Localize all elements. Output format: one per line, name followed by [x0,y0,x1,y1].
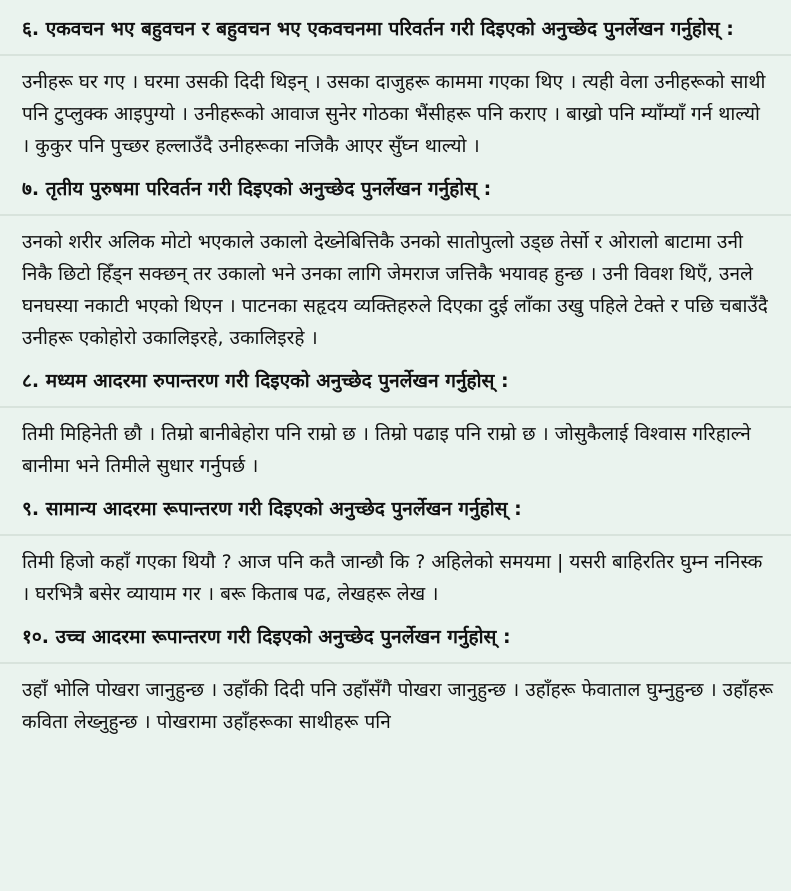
exercise-9-paragraph: तिमी हिजो कहाँ गएका थियौ ? आज पनि कतै जान्छौ कि ? अहिलेको समयमा | यसरी बाहिरतिर घुम्न ननिस्क । घरभित्रै बसेर व्यायाम गर । बरू किताब पढ, लेखहरू लेख । [22,551,763,605]
exercise-10-heading: १०. उच्च आदरमा रूपान्तरण गरी दिइएको अनुच्छेद पुनर्लेखन गर्नुहोस् : [22,626,511,648]
exercise-9 [22,494,773,610]
exercise-6 [22,14,773,162]
exercise-6-paragraph: उनीहरू घर गए । घरमा उसकी दिदी थिइन् । उसका दाजुहरू काममा गएका थिए । त्यही वेला उनीहरूको साथी पनि टुप्लुक्क आइपुग्यो । उनीहरूको आवाज सुनेर गोठका भैंसीहरू पनि कराए । बाख्रो पनि म्याँम्याँ गर्न थाल्यो । कुकुर पनि पुच्छर हल्लाउँदै उनीहरूका नजिकै आएर सुँघ्न थाल्यो । [22,71,766,157]
exercise-8-paragraph: तिमी मिहिनेती छौ । तिम्रो बानीबेहोरा पनि राम्रो छ । तिम्रो पढाइ पनि राम्रो छ । जोसुकैलाई विश्वास गरिहाल्ने बानीमा भने तिमीले सुधार गर्नुपर्छ । [22,423,751,477]
exercise-8-heading: ८. मध्यम आदरमा रुपान्तरण गरी दिइएको अनुच्छेद पुनर्लेखन गर्नुहोस् : [22,370,509,392]
section-divider [0,534,791,536]
exercise-9-heading: ९. सामान्य आदरमा रूपान्तरण गरी दिइएको अनुच्छेद पुनर्लेखन गर्नुहोस् : [22,498,522,520]
exercise-8 [22,366,773,482]
exercise-6-heading: ६. एकवचन भए बहुवचन र बहुवचन भए एकवचनमा परिवर्तन गरी दिइएको अनुच्छेद पुनर्लेखन गर्नुहोस् : [22,18,734,40]
exercise-7-paragraph: उनको शरीर अलिक मोटो भएकाले उकालो देख्नेबित्तिकै उनको सातोपुत्लो उड्छ तेर्सो र ओरालो बाटामा उनी निकै छिटो हिँड्न सक्छन् तर उकालो भने उनका लागि जेमराज जत्तिकै भयावह हुन्छ । उनी विवश थिएँ, उनले घनघस्या नकाटी भएको थिएन । पाटनका सहृदय व्यक्तिहरुले दिएका दुई लाँका उखु पहिले टेक्ते र पछि चबाउँदै उनीहरू एकोहोरो उकालिइरहे, उकालिइरहे । [22,231,768,349]
exercise-10 [22,622,773,738]
exercise-10-paragraph: उहाँ भोलि पोखरा जानुहुन्छ । उहाँकी दिदी पनि उहाँसँगै पोखरा जानुहुन्छ । उहाँहरू फेवाताल घुम्नुहुन्छ । उहाँहरू कविता लेख्नुहुन्छ । पोखरामा उहाँहरूका साथीहरू पनि [22,679,773,733]
section-divider [0,406,791,408]
section-divider [0,54,791,56]
exercise-7-heading: ७. तृतीय पुरुषमा परिवर्तन गरी दिइएको अनुच्छेद पुनर्लेखन गर्नुहोस् : [22,178,492,200]
section-divider [0,662,791,664]
exercise-7 [22,174,773,354]
section-divider [0,214,791,216]
